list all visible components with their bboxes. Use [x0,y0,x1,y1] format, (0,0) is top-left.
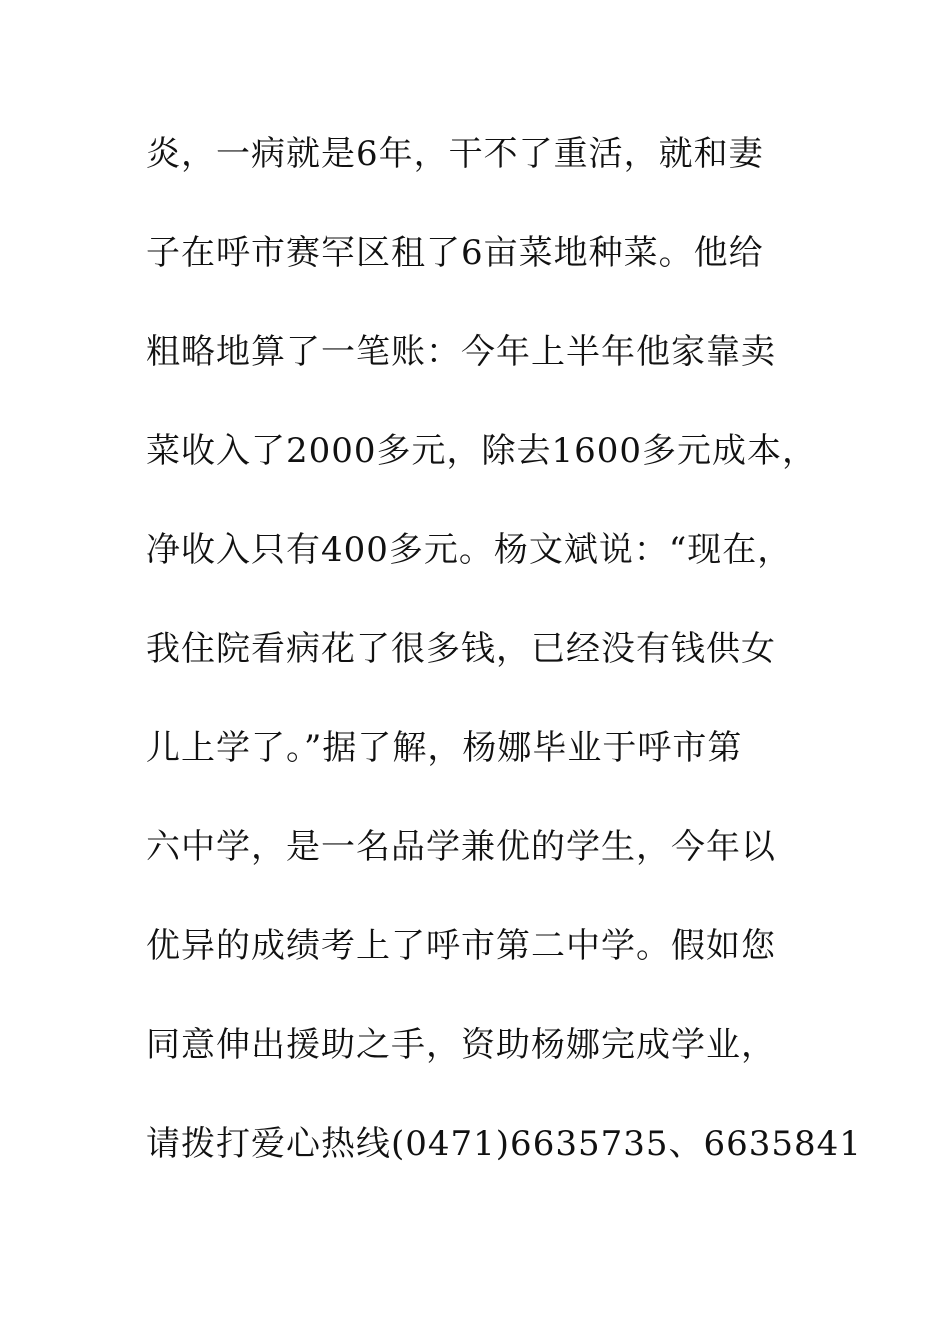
text-line: 炎，一病就是6年，干不了重活，就和妻 [146,134,764,174]
text-line: 六中学，是一名品学兼优的学生，今年以 [146,827,776,867]
text-line: 儿上学了。”据了解，杨娜毕业于呼市第 [146,728,743,768]
text-line: 优异的成绩考上了呼市第二中学。假如您 [146,926,776,966]
text-line: 净收入只有400多元。杨文斌说：“现在， [146,530,793,570]
text-line: 菜收入了2000多元，除去1600多元成本， [146,431,818,471]
text-line: 同意伸出援助之手，资助杨娜完成学业， [146,1025,776,1065]
text-line: 粗略地算了一笔账：今年上半年他家靠卖 [146,332,776,372]
article-body [146,124,862,1213]
text-line: 子在呼市赛罕区租了6亩菜地种菜。他给 [146,233,764,273]
hotline-text-line: 请拨打爱心热线(0471)6635735、6635841 [146,1124,862,1164]
text-line: 我住院看病花了很多钱，已经没有钱供女 [146,629,776,669]
